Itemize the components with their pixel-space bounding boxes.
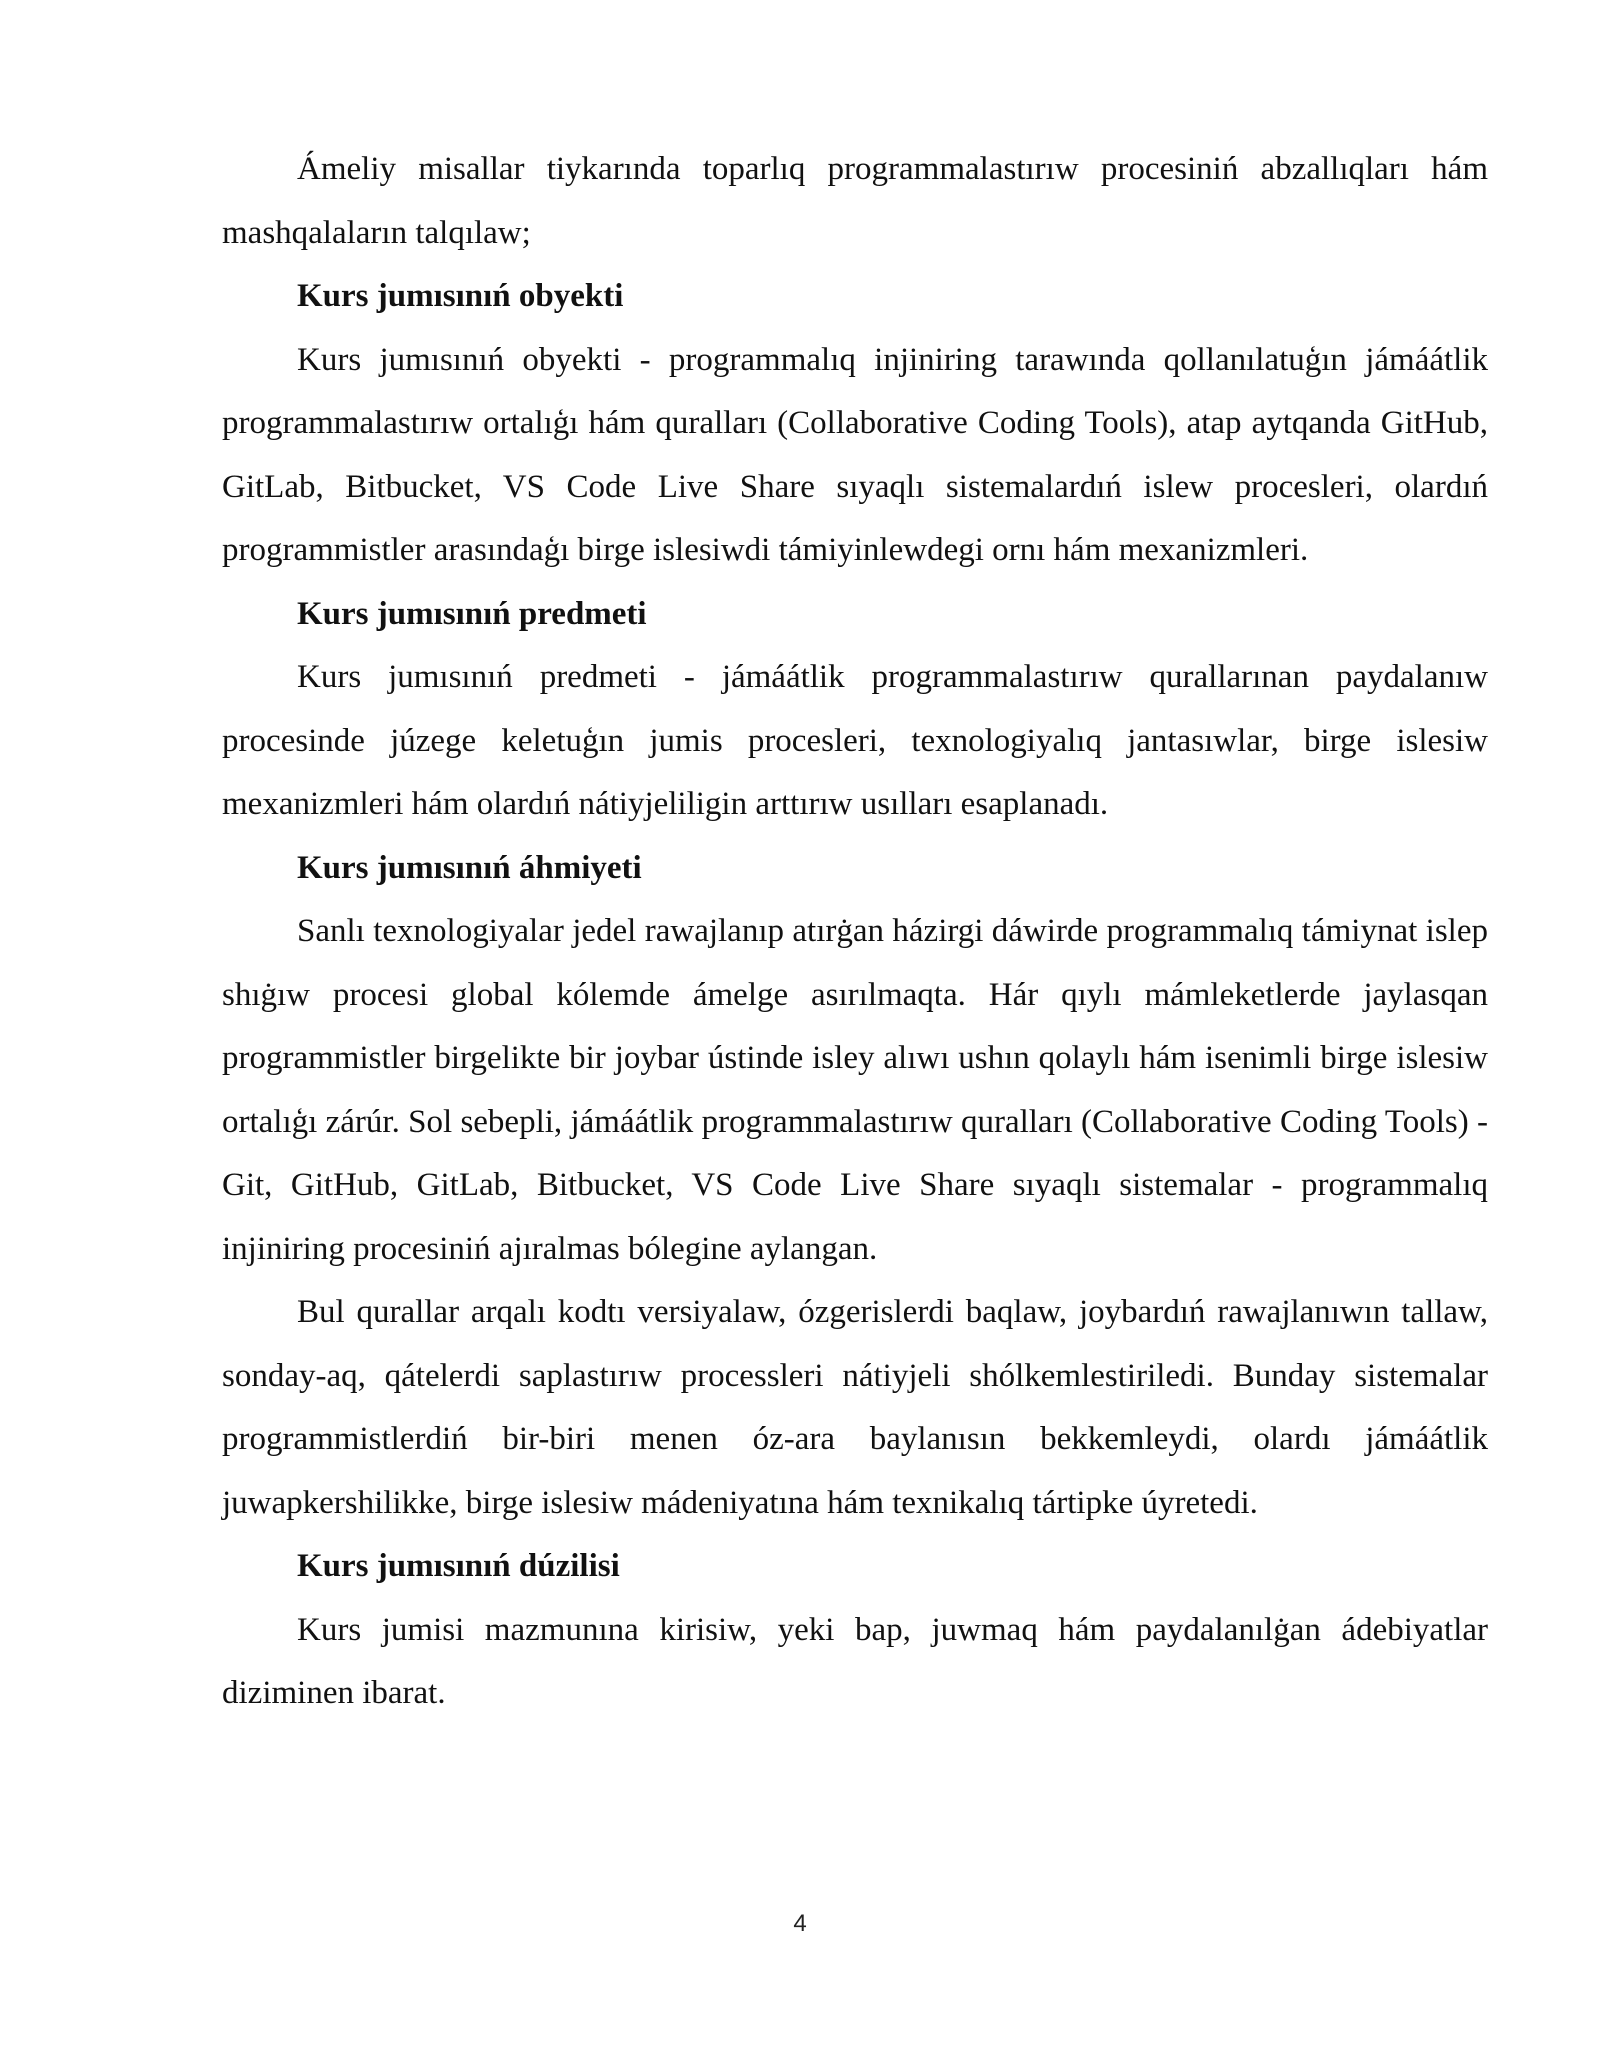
paragraph: Kurs jumısınıń predmeti - jámáátlik programmalastırıw qurallarınan paydalanıw procesinde júzege keletuģın jumis procesleri, texnologiyalıq jantasıwlar, birge islesiw mexanizmleri hám olardıń nátiyjeliligin arttırıw usılları esaplanadı. <box>222 659 1488 822</box>
paragraph: Bul qurallar arqalı kodtı versiyalaw, ózgerislerdi baqlaw, joybardıń rawajlanıwın tallaw, sonday-aq, qátelerdi saplastırıw processleri nátiyjeli shólkemlestiriledi. Bunday sistemalar programmistlerdiń bir-biri menen óz-ara baylanısın bekkemleydi, olardı jámáátlik juwapkershilikke, birge islesiw mádeniyatına hám texnikalıq tártipke úyretedi. <box>222 1294 1488 1521</box>
paragraph: Kurs jumisi mazmunına kirisiw, yeki bap, juwmaq hám paydalanılġan ádebiyatlar diziminen ibarat. <box>222 1611 1488 1711</box>
page-number: 4 <box>793 1910 807 1937</box>
paragraph: Sanlı texnologiyalar jedel rawajlanıp atırġan házirgi dáwirde programmalıq támiynat islep shıġıw procesi global kólemde ámelge asırılmaqta. Hár qıylı mámleketlerde jaylasqan programmistler birgelikte bir joybar ústinde isley alıwı ushın qolaylı hám isenimli birge islesiw ortalıģı zárúr. Sol sebepli, jámáátlik programmalastırıw quralları (Collaborative Coding Tools) - Git, GitHub, GitLab, Bitbucket, VS Code Live Share sıyaqlı sistemalar - programmalıq injiniring procesiniń ajıralmas bólegine aylangan. <box>222 913 1488 1267</box>
paragraph: Kurs jumısınıń obyekti - programmalıq injiniring tarawında qollanılatuģın jámáátlik programmalastırıw ortalıģı hám quralları (Collaborative Coding Tools), atap aytqanda GitHub, GitLab, Bitbucket, VS Code Live Share sıyaqlı sistemalardıń islew procesleri, olardıń programmistler arasındaģı birge islesiwdi támiyinlewdegi ornı hám mexanizmleri. <box>222 341 1488 568</box>
paragraph: Ámeliy misallar tiykarında toparlıq programmalastırıw procesiniń abzallıqları hám mashqalaların talqılaw; <box>222 151 1488 251</box>
section-heading: Kurs jumısınıń dúzilisi <box>297 1548 620 1584</box>
section-heading: Kurs jumısınıń obyekti <box>297 278 624 314</box>
document-body <box>222 138 1488 1726</box>
section-heading: Kurs jumısınıń predmeti <box>297 595 647 632</box>
section-heading: Kurs jumısınıń áhmiyeti <box>297 849 642 886</box>
